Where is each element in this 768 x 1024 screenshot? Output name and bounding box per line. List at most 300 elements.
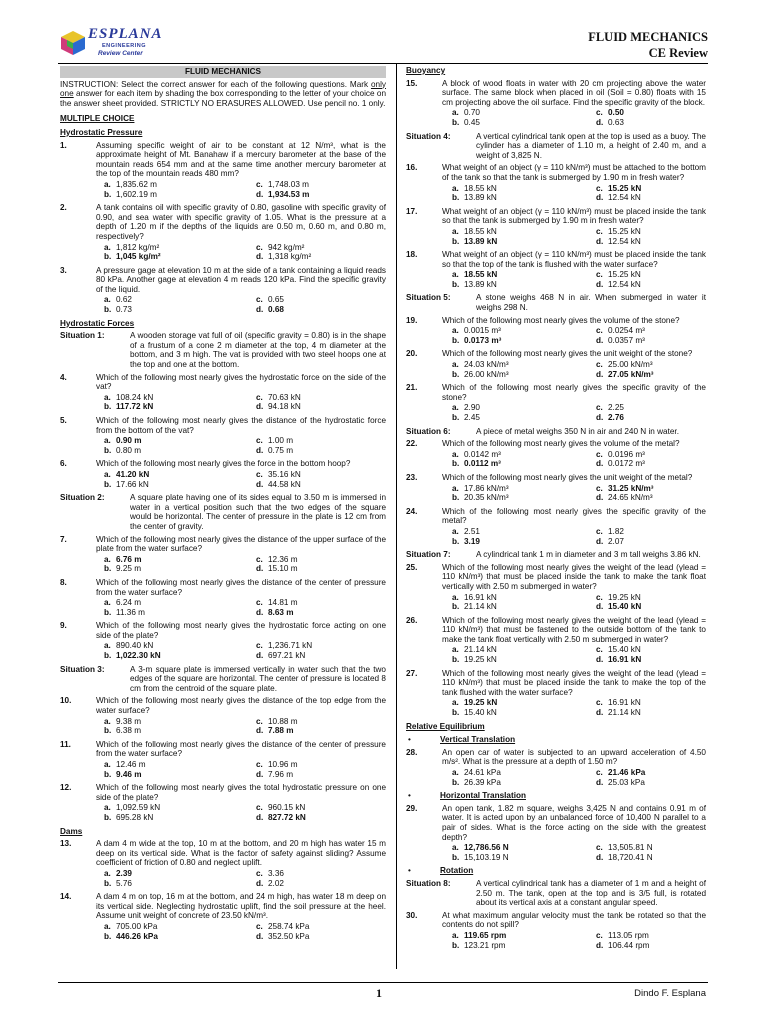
option-letter-c: c. [596, 483, 603, 493]
question-item [406, 748, 706, 787]
option-letter-b: b. [104, 812, 112, 822]
horizontal-translation-bullet [406, 791, 706, 801]
option-b: 0.45 [464, 117, 480, 127]
question-item [406, 669, 706, 718]
option-letter-b: b. [452, 117, 460, 127]
answer-options [452, 768, 706, 787]
option-c: 0.0254 m³ [608, 326, 645, 336]
option-a: 17.86 kN/m³ [464, 483, 509, 493]
option-letter-c: c. [256, 392, 263, 402]
question [60, 459, 386, 469]
option-c: 1,748.03 m [268, 179, 309, 189]
option-letter-a: a. [452, 449, 459, 459]
option-letter-c: c. [596, 698, 603, 708]
option-b: 5.76 [116, 878, 132, 888]
option-d: 2.02 [268, 878, 284, 888]
question-number: 26. [406, 615, 418, 625]
option-letter-b: b. [452, 493, 460, 503]
question-number: 28. [406, 747, 418, 757]
question-text: An open car of water is subjected to an upward acceleration of 4.50 m/s². What is the pressure at a depth of 1.50 m? [442, 747, 706, 767]
question-text: Which of the following most nearly gives the force in the bottom hoop? [96, 459, 351, 469]
option-b: 26.00 kN/m³ [464, 369, 509, 379]
option-c: 25.00 kN/m³ [608, 360, 653, 370]
option-letter-d: d. [256, 769, 264, 779]
question-item [60, 373, 386, 412]
vertical-translation-bullet [406, 735, 706, 745]
cube-logo-icon [60, 30, 86, 56]
question [60, 416, 386, 435]
option-letter-a: a. [452, 226, 459, 236]
page-number: 1 [376, 986, 382, 1000]
option-d: 15.40 kN [608, 602, 642, 612]
answer-options [452, 931, 706, 950]
answer-options [452, 645, 706, 664]
question-item [60, 459, 386, 489]
option-letter-c: c. [256, 436, 263, 446]
option-letter-b: b. [452, 940, 460, 950]
answer-options [452, 403, 706, 422]
option-b: 20.35 kN/m³ [464, 493, 509, 503]
option-b: 1,022.30 kN [116, 651, 161, 661]
option-a: 1,092.59 kN [116, 803, 161, 813]
question-text: At what maximum angular velocity must the tank be rotated so that the contents do not spill? [442, 910, 706, 930]
question-text: Which of the following most nearly gives the distance of the top edge from the water surface? [96, 696, 386, 716]
option-letter-d: d. [256, 931, 264, 941]
question-number: 14. [60, 892, 72, 902]
option-a: 705.00 kPa [116, 921, 158, 931]
option-letter-a: a. [452, 592, 459, 602]
option-letter-b: b. [452, 655, 460, 665]
instruction-part-2: answer for each item by shading the box corresponding to the letter of your choice on the answer sheet provided. STRICTLY NO ERASURES ALLOWED. Use pencil no. 1 only. [60, 89, 386, 108]
question-number: 9. [60, 621, 67, 631]
esplana-logo [58, 24, 178, 60]
question-item [406, 439, 706, 469]
option-a: 21.14 kN [464, 645, 497, 655]
option-b: 13.89 kN [464, 279, 497, 289]
question [60, 740, 386, 759]
question [60, 141, 386, 179]
option-letter-b: b. [104, 726, 112, 736]
option-letter-b: b. [452, 459, 460, 469]
question-number: 2. [60, 203, 67, 213]
vertical-translation-heading: Vertical Translation [440, 735, 516, 745]
option-letter-c: c. [256, 469, 263, 479]
option-d: 7.88 m [268, 726, 294, 736]
question-number: 20. [406, 349, 418, 359]
situation [406, 550, 706, 560]
option-letter-b: b. [452, 413, 460, 422]
option-c: 14.81 m [268, 598, 298, 608]
question-item [60, 783, 386, 822]
option-b: 0.73 [116, 305, 132, 315]
option-letter-d: d. [596, 708, 604, 718]
option-letter-b: b. [452, 236, 460, 246]
option-a: 12.46 m [116, 760, 146, 769]
situation-text: A vertical cylindrical tank has a diameter of 1 m and a height of 2.50 m. The tank, open at the top and is 3/5 full, is rotated about its vertical axis at a constant angular speed. [476, 878, 706, 908]
option-letter-c: c. [596, 270, 603, 280]
option-a: 0.90 m [116, 436, 142, 446]
question-text: What weight of an object (γ = 110 kN/m³) must be placed inside the tank so that the tank is submerged by 1.90 m in fresh water? [442, 206, 706, 226]
option-letter-c: c. [256, 716, 263, 726]
option-d: 12.54 kN [608, 236, 641, 246]
question-text: Which of the following most nearly gives the unit weight of the stone? [442, 349, 693, 359]
question-item [406, 804, 706, 863]
hydrostatic-pressure-heading: Hydrostatic Pressure [60, 127, 143, 137]
option-a: 24.03 kN/m³ [464, 360, 509, 370]
option-letter-d: d. [256, 189, 264, 199]
option-c: 960.15 kN [268, 803, 306, 813]
option-letter-c: c. [596, 930, 603, 940]
bottom-rule [58, 982, 708, 983]
option-letter-b: b. [104, 305, 112, 315]
option-letter-c: c. [596, 645, 603, 655]
question [60, 696, 386, 715]
question-number: 6. [60, 459, 67, 469]
option-letter-b: b. [452, 279, 460, 289]
option-letter-a: a. [104, 598, 111, 608]
option-b: 9.46 m [116, 769, 142, 779]
question-item [406, 316, 706, 346]
option-letter-c: c. [596, 526, 603, 536]
option-a: 1,812 kg/m² [116, 242, 160, 252]
answer-options [104, 243, 386, 262]
option-a: 2.90 [464, 403, 480, 413]
bullet-icon: • [408, 735, 411, 745]
answer-options [452, 450, 706, 469]
horizontal-translation-heading: Horizontal Translation [440, 791, 526, 801]
option-b: 11.36 m [116, 607, 145, 617]
option-b: 21.14 kN [464, 602, 497, 612]
option-d: 106.44 rpm [608, 940, 650, 950]
section-band-title: FLUID MECHANICS [60, 66, 386, 78]
hydrostatic-forces-heading: Hydrostatic Forces [60, 318, 135, 328]
question-item [60, 266, 386, 315]
question [406, 383, 706, 402]
option-letter-b: b. [104, 651, 112, 661]
option-letter-b: b. [104, 769, 112, 779]
option-letter-a: a. [452, 403, 459, 413]
question [60, 783, 386, 802]
option-d: 25.03 kPa [608, 777, 645, 787]
author-name: Dindo F. Esplana [634, 988, 706, 999]
option-letter-c: c. [256, 760, 263, 769]
situation-label: Situation 8: [406, 878, 451, 888]
option-letter-a: a. [452, 768, 459, 777]
option-letter-a: a. [104, 295, 111, 305]
option-letter-c: c. [256, 554, 263, 564]
option-letter-d: d. [256, 651, 264, 661]
question-item [60, 141, 386, 200]
option-letter-d: d. [596, 335, 604, 345]
question-item [60, 203, 386, 262]
option-letter-d: d. [596, 459, 604, 469]
top-rule [58, 63, 708, 64]
question [60, 266, 386, 295]
option-letter-a: a. [104, 242, 111, 252]
question-number: 22. [406, 439, 418, 449]
option-a: 0.0142 m³ [464, 449, 501, 459]
answer-options [104, 869, 386, 888]
option-letter-a: a. [452, 526, 459, 536]
option-a: 16.91 kN [464, 592, 497, 602]
option-letter-b: b. [104, 445, 112, 455]
option-d: 697.21 kN [268, 651, 306, 661]
option-letter-a: a. [452, 270, 459, 280]
option-a: 18.55 kN [464, 226, 497, 236]
option-c: 0.0196 m³ [608, 449, 645, 459]
option-b: 17.66 kN [116, 479, 149, 489]
answer-options [452, 698, 706, 717]
question-text: Which of the following most nearly gives the volume of the metal? [442, 439, 680, 449]
option-a: 119.65 rpm [464, 930, 507, 940]
question-text: Which of the following most nearly gives the distance of the center of pressure from the water surface? [96, 577, 386, 597]
situation [406, 427, 706, 437]
question [60, 621, 386, 640]
rotation-heading: Rotation [440, 866, 474, 876]
option-letter-d: d. [256, 564, 264, 574]
question [60, 892, 386, 921]
option-b: 0.0173 m³ [464, 335, 502, 345]
question [406, 163, 706, 182]
option-d: 24.65 kN/m³ [608, 493, 653, 503]
option-d: 18,720.41 N [608, 852, 653, 862]
option-letter-a: a. [452, 930, 459, 940]
option-a: 0.70 [464, 108, 480, 118]
option-b: 0.80 m [116, 445, 142, 455]
option-a: 6.76 m [116, 554, 142, 564]
question-number: 16. [406, 163, 418, 173]
option-letter-c: c. [256, 598, 263, 608]
option-b: 2.45 [464, 413, 480, 422]
question [406, 911, 706, 930]
option-letter-d: d. [596, 940, 604, 950]
multiple-choice-heading: MULTIPLE CHOICE [60, 114, 135, 124]
option-a: 6.24 m [116, 598, 142, 608]
option-letter-b: b. [452, 193, 460, 203]
option-d: 15.10 m [268, 564, 298, 574]
option-letter-a: a. [104, 921, 111, 931]
option-d: 0.0357 m³ [608, 335, 645, 345]
situation-label: Situation 3: [60, 664, 105, 674]
question [60, 203, 386, 241]
option-letter-c: c. [256, 242, 263, 252]
option-a: 18.55 kN [464, 270, 498, 280]
option-a: 18.55 kN [464, 183, 497, 193]
option-letter-a: a. [104, 803, 111, 813]
situation-text: A vertical cylindrical tank open at the top is used as a buoy. The cylinder has a diameter of 1.10 m, a height of 2.40 m, and a weight of 3,825 N. [476, 131, 706, 160]
option-letter-a: a. [104, 179, 111, 189]
option-letter-d: d. [596, 602, 604, 612]
option-letter-d: d. [596, 117, 604, 127]
option-letter-a: a. [452, 698, 459, 708]
option-letter-d: d. [256, 479, 264, 489]
option-b: 15,103.19 N [464, 852, 509, 862]
question-number: 17. [406, 206, 418, 216]
situation-label: Situation 4: [406, 131, 451, 141]
option-d: 21.14 kN [608, 708, 641, 718]
situation [406, 293, 706, 312]
answer-options [104, 295, 386, 314]
option-letter-c: c. [596, 403, 603, 413]
question [60, 373, 386, 392]
option-c: 70.63 kN [268, 392, 301, 402]
option-letter-d: d. [596, 279, 604, 289]
option-letter-c: c. [596, 592, 603, 602]
answer-options [452, 227, 706, 246]
brand-sub-2: Review Center [98, 50, 143, 57]
option-letter-d: d. [596, 655, 604, 665]
answer-options [104, 760, 386, 779]
option-letter-c: c. [256, 868, 263, 878]
option-c: 13,505.81 N [608, 843, 653, 853]
option-b: 117.72 kN [116, 402, 154, 412]
question [406, 616, 706, 645]
option-letter-d: d. [596, 493, 604, 503]
option-a: 2.51 [464, 526, 480, 536]
question-number: 30. [406, 910, 418, 920]
option-letter-b: b. [452, 602, 460, 612]
option-b: 695.28 kN [116, 812, 154, 822]
option-b: 123.21 rpm [464, 940, 506, 950]
question-text: Which of the following most nearly gives the specific gravity of the metal? [442, 506, 706, 526]
option-d: 44.58 kN [268, 479, 301, 489]
option-c: 35.16 kN [268, 469, 301, 479]
option-a: 2.39 [116, 868, 132, 878]
situation-label: Situation 6: [406, 426, 451, 436]
option-letter-d: d. [256, 726, 264, 736]
option-d: 0.0172 m³ [608, 459, 645, 469]
answer-options [104, 470, 386, 489]
option-letter-b: b. [452, 536, 460, 546]
question-number: 27. [406, 668, 418, 678]
option-letter-a: a. [104, 868, 111, 878]
situation-label: Situation 7: [406, 550, 451, 560]
option-letter-a: a. [452, 843, 459, 853]
option-letter-d: d. [256, 402, 264, 412]
answer-options [104, 717, 386, 736]
question-number: 12. [60, 783, 72, 793]
option-c: 31.25 kN/m³ [608, 483, 654, 493]
question-item [406, 616, 706, 665]
buoyancy-heading: Buoyancy [406, 66, 446, 75]
option-letter-d: d. [256, 305, 264, 315]
column-divider [396, 64, 397, 969]
option-letter-d: d. [256, 445, 264, 455]
option-d: 1,318 kg/m² [268, 252, 312, 262]
option-letter-b: b. [104, 402, 112, 412]
situation-text: A cylindrical tank 1 m in diameter and 3 m tall weighs 3.86 kN. [476, 550, 701, 560]
relative-equilibrium-heading: Relative Equilibrium [406, 721, 485, 731]
option-letter-b: b. [104, 479, 112, 489]
question [406, 669, 706, 698]
question-item [406, 349, 706, 379]
option-d: 27.05 kN/m³ [608, 369, 654, 379]
option-letter-d: d. [256, 252, 264, 262]
option-b: 26.39 kPa [464, 777, 501, 787]
option-c: 12.36 m [268, 554, 298, 564]
situation-text: A square plate having one of its sides equal to 3.50 m is immersed in water in a vertical position such that the two edges of the square would be horizontal. The center of pressure in the plate is 12 cm from the center of gravity. [130, 493, 386, 531]
question-number: 23. [406, 472, 418, 482]
instruction-text [60, 80, 386, 109]
question-text: A pressure gage at elevation 10 m at the side of a tank containing a liquid reads 80 kPa. Another gage at elevation 4 m reads 120 kPa. Find the specific gravity of the liquid. [96, 265, 386, 294]
option-letter-d: d. [596, 852, 604, 862]
option-letter-d: d. [596, 536, 604, 546]
question-text: Which of the following most nearly gives the total hydrostatic pressure on one side of the plate? [96, 783, 386, 802]
answer-options [452, 593, 706, 612]
option-letter-b: b. [104, 607, 112, 617]
question [406, 439, 706, 449]
rotation-bullet [406, 866, 706, 876]
option-letter-a: a. [452, 360, 459, 370]
situation-label: Situation 2: [60, 493, 105, 503]
answer-options [452, 484, 706, 503]
option-c: 3.36 [268, 868, 284, 878]
situation-text: A piece of metal weighs 350 N in air and 240 N in water. [476, 426, 679, 436]
option-a: 0.62 [116, 295, 132, 305]
question [406, 316, 706, 326]
question-item [60, 416, 386, 455]
option-letter-a: a. [104, 641, 111, 651]
answer-options [104, 393, 386, 412]
option-letter-c: c. [596, 183, 603, 193]
question-text: A dam 4 m wide at the top, 10 m at the bottom, and 20 m high has water 15 m deep on its vertical side. What is the factor of safety against sliding? Assume coefficient of friction of 0.80 and neglect uplift. [96, 839, 386, 868]
option-letter-c: c. [256, 641, 263, 651]
option-a: 1,835.62 m [116, 179, 157, 189]
option-letter-c: c. [596, 226, 603, 236]
option-d: 827.72 kN [268, 812, 306, 822]
answer-options [452, 527, 706, 546]
option-letter-b: b. [452, 708, 460, 718]
question-number: 19. [406, 315, 418, 325]
option-b: 3.19 [464, 536, 480, 546]
situation [60, 665, 386, 694]
option-c: 10.96 m [268, 760, 298, 769]
question-item [406, 563, 706, 612]
situation [406, 132, 706, 161]
question-text: Which of the following most nearly gives the distance of the center of pressure from the water surface? [96, 739, 386, 759]
question [406, 473, 706, 483]
left-column [60, 66, 386, 945]
answer-options [452, 270, 706, 289]
option-d: 0.75 m [268, 445, 294, 455]
option-letter-b: b. [452, 777, 460, 787]
right-column [406, 66, 706, 954]
situation [60, 493, 386, 531]
bullet-icon: • [408, 866, 411, 876]
question [60, 839, 386, 868]
option-letter-d: d. [596, 236, 604, 246]
option-c: 19.25 kN [608, 592, 641, 602]
option-letter-a: a. [104, 469, 111, 479]
option-letter-a: a. [452, 645, 459, 655]
question-item [60, 621, 386, 660]
option-letter-b: b. [452, 369, 460, 379]
option-letter-c: c. [596, 326, 603, 336]
question-number: 13. [60, 839, 72, 849]
option-d: 1,934.53 m [268, 189, 310, 199]
question [406, 349, 706, 359]
question-text: Which of the following most nearly gives the weight of the lead (γlead = 110 kN/m³) that must be placed inside the tank to make the tank float vertically with 2.50 m submerged in water? [442, 562, 706, 591]
answer-options [452, 360, 706, 379]
question-text: Which of the following most nearly gives the weight of the lead (γlead = 110 kN/m³) that must be placed inside the tank to make the top of the tank flushed with the water surface? [442, 668, 706, 697]
question-number: 24. [406, 506, 418, 516]
answer-options [104, 922, 386, 941]
question-number: 5. [60, 416, 67, 425]
answer-options [452, 326, 706, 345]
answer-options [452, 108, 706, 127]
option-b: 13.89 kN [464, 236, 498, 246]
option-letter-b: b. [104, 564, 112, 574]
